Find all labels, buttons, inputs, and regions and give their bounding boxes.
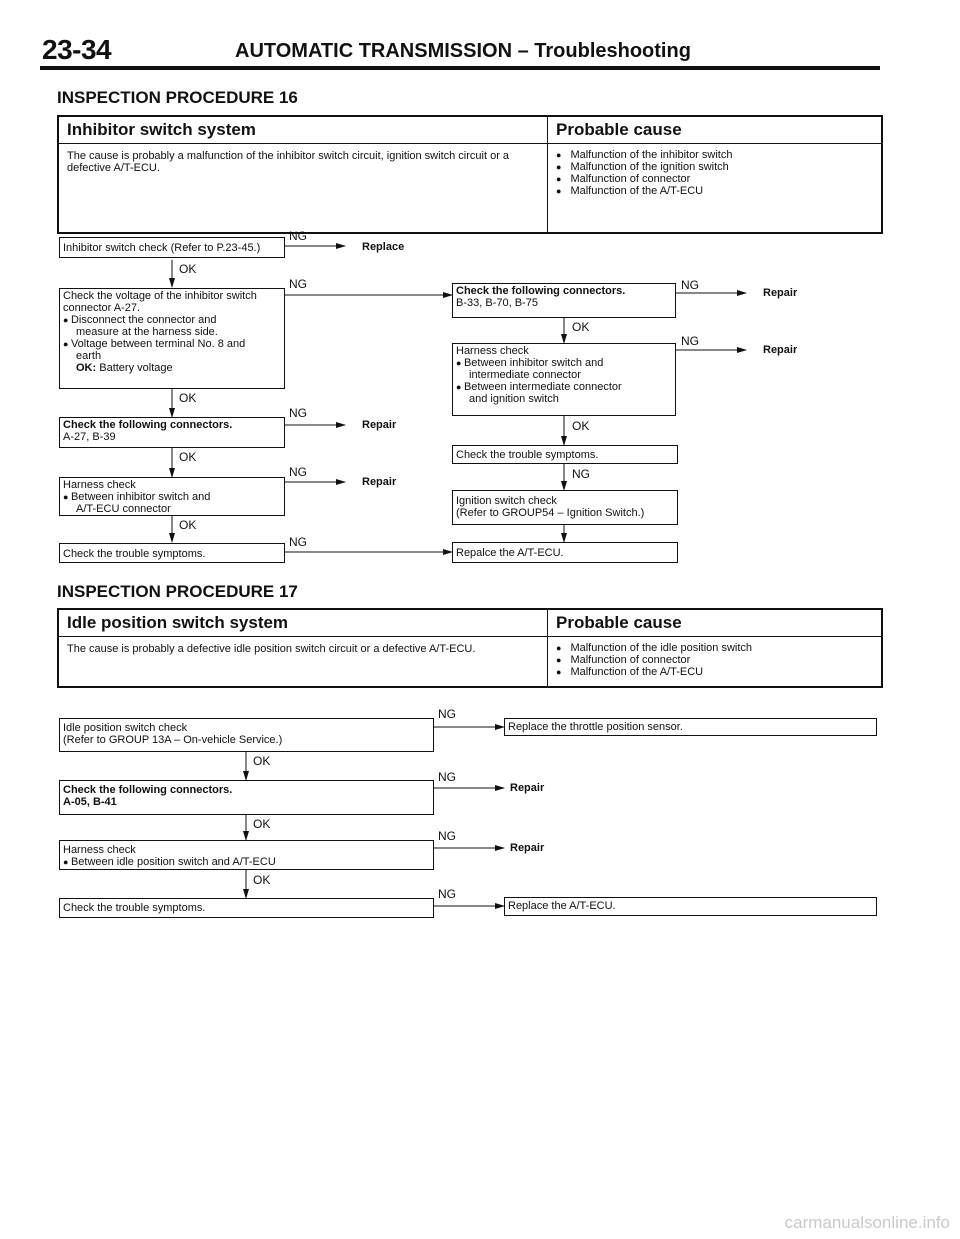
result-repair: Repair	[763, 344, 798, 356]
ok-value: Battery voltage	[99, 362, 173, 374]
step-text: A-05, B-41	[63, 796, 117, 808]
flow-step-check-connectors-a05	[59, 780, 434, 815]
flow-step-check-connectors-a27	[59, 417, 285, 448]
page-number: 23-34	[42, 34, 112, 65]
cause-item: ● Malfunction of the A/T-ECU	[556, 666, 752, 678]
step-text: Check the trouble symptoms.	[63, 902, 206, 914]
flow-step-harness-check	[59, 477, 285, 516]
cause-item: ● Malfunction of the idle position switch	[556, 642, 752, 654]
cause-item: ● Malfunction of connector	[556, 173, 732, 185]
ok-label: OK	[179, 262, 197, 276]
system-label: Idle position switch system	[67, 613, 289, 632]
step-text: B-33, B-70, B-75	[456, 297, 538, 309]
ok-label: OK	[179, 518, 197, 532]
ng-label: NG	[681, 278, 699, 292]
probable-cause-label: Probable cause	[556, 120, 682, 139]
probable-cause-list	[556, 642, 752, 678]
cause-item: ● Malfunction of connector	[556, 654, 752, 666]
system-label: Inhibitor switch system	[67, 120, 256, 139]
result-replace: Replace	[362, 241, 405, 253]
ok-label: OK	[179, 450, 197, 464]
step-text: intermediate connector	[469, 369, 581, 381]
step-text: A-27, B-39	[63, 431, 116, 443]
cause-description: The cause is probably a defective idle position switch circuit or a defective A/T-ECU.	[67, 643, 476, 655]
page-title: AUTOMATIC TRANSMISSION – Troubleshooting	[235, 40, 691, 62]
step-text: Check the trouble symptoms.	[456, 449, 599, 461]
flow-step-check-connectors-b33	[452, 283, 676, 318]
flow-step-replace-at-ecu-17	[504, 897, 877, 916]
flow-step-inhibitor-switch-check	[59, 237, 285, 258]
flow-step-check-voltage	[59, 288, 285, 389]
ok-label: OK	[253, 873, 271, 887]
flow-step-replace-at-ecu	[452, 542, 678, 563]
ok-label: OK	[179, 391, 197, 405]
ng-label: NG	[438, 707, 456, 721]
step-text: (Refer to GROUP 13A – On-vehicle Service.)	[63, 734, 283, 746]
column-divider	[547, 610, 548, 686]
ng-label: NG	[289, 406, 307, 420]
flow-step-check-trouble-symptoms-17	[59, 898, 434, 918]
step-text: Check the following connectors.	[63, 419, 233, 431]
step-text: Harness check	[456, 345, 529, 357]
step-text: Check the voltage of the inhibitor switch	[63, 290, 257, 302]
result-repair: Repair	[362, 419, 397, 431]
step-text: Inhibitor switch check (Refer to P.23-45.)	[63, 242, 261, 254]
step-text: connector A-27.	[63, 302, 141, 314]
flow-step-harness-check-ignition	[452, 343, 676, 416]
procedure-17-cause-table	[57, 608, 883, 688]
step-text: Idle position switch check	[63, 722, 188, 734]
step-text: Ignition switch check	[456, 495, 557, 507]
cause-item: ● Malfunction of the ignition switch	[556, 161, 732, 173]
result-repair: Repair	[510, 842, 545, 854]
flow-step-idle-position-switch-check	[59, 718, 434, 752]
flow-step-ignition-switch-check	[452, 490, 678, 525]
step-text: Check the trouble symptoms.	[63, 548, 206, 560]
procedure-17-heading: INSPECTION PROCEDURE 17	[57, 582, 298, 601]
flow-step-check-trouble-symptoms	[59, 543, 285, 563]
ng-label: NG	[289, 535, 307, 549]
ng-label: NG	[438, 829, 456, 843]
ng-label: NG	[289, 229, 307, 243]
cause-item: ● Malfunction of the A/T-ECU	[556, 185, 732, 197]
result-repair: Repair	[510, 782, 545, 794]
cause-description: The cause is probably a malfunction of the inhibitor switch circuit, ignition switch circuit or a defective A/T-ECU.	[67, 150, 510, 174]
cause-item: ● Malfunction of the inhibitor switch	[556, 149, 732, 161]
step-bullet: ● Between idle position switch and A/T-ECU	[63, 856, 430, 868]
step-bullet: ● Between inhibitor switch and	[456, 357, 672, 369]
step-text: Check the following connectors.	[63, 784, 233, 796]
ng-label: NG	[438, 887, 456, 901]
step-text: and ignition switch	[469, 393, 559, 405]
ok-label: OK	[572, 419, 590, 433]
result-repair: Repair	[763, 287, 798, 299]
step-text: (Refer to GROUP54 – Ignition Switch.)	[456, 507, 645, 519]
step-text: Replace the throttle position sensor.	[508, 721, 683, 733]
procedure-16-heading: INSPECTION PROCEDURE 16	[57, 88, 298, 107]
step-bullet: ● Voltage between terminal No. 8 and	[63, 338, 281, 350]
result-repair: Repair	[362, 476, 397, 488]
ng-label: NG	[289, 465, 307, 479]
step-text: Harness check	[63, 479, 136, 491]
step-bullet: ● Disconnect the connector and	[63, 314, 281, 326]
step-text: A/T-ECU connector	[76, 503, 171, 515]
step-text: Harness check	[63, 844, 136, 856]
step-text: measure at the harness side.	[76, 326, 218, 338]
ng-label: NG	[289, 277, 307, 291]
step-text: Repalce the A/T-ECU.	[456, 547, 564, 559]
ng-label: NG	[438, 770, 456, 784]
ok-label: OK:	[76, 362, 97, 374]
step-text: Replace the A/T-ECU.	[508, 900, 616, 912]
probable-cause-label: Probable cause	[556, 613, 682, 632]
ng-label: NG	[572, 467, 590, 481]
ok-label: OK	[253, 817, 271, 831]
ok-label: OK	[572, 320, 590, 334]
ok-label: OK	[253, 754, 271, 768]
step-bullet: ● Between intermediate connector	[456, 381, 672, 393]
ng-label: NG	[681, 334, 699, 348]
step-text: earth	[76, 350, 102, 362]
watermark: carmanualsonline.info	[784, 1213, 950, 1232]
step-bullet: ● Between inhibitor switch and	[63, 491, 281, 503]
flow-step-replace-throttle-sensor	[504, 718, 877, 736]
step-text: Check the following connectors.	[456, 285, 626, 297]
flow-step-harness-check-idle	[59, 840, 434, 870]
flow-step-check-trouble-symptoms-right	[452, 445, 678, 464]
